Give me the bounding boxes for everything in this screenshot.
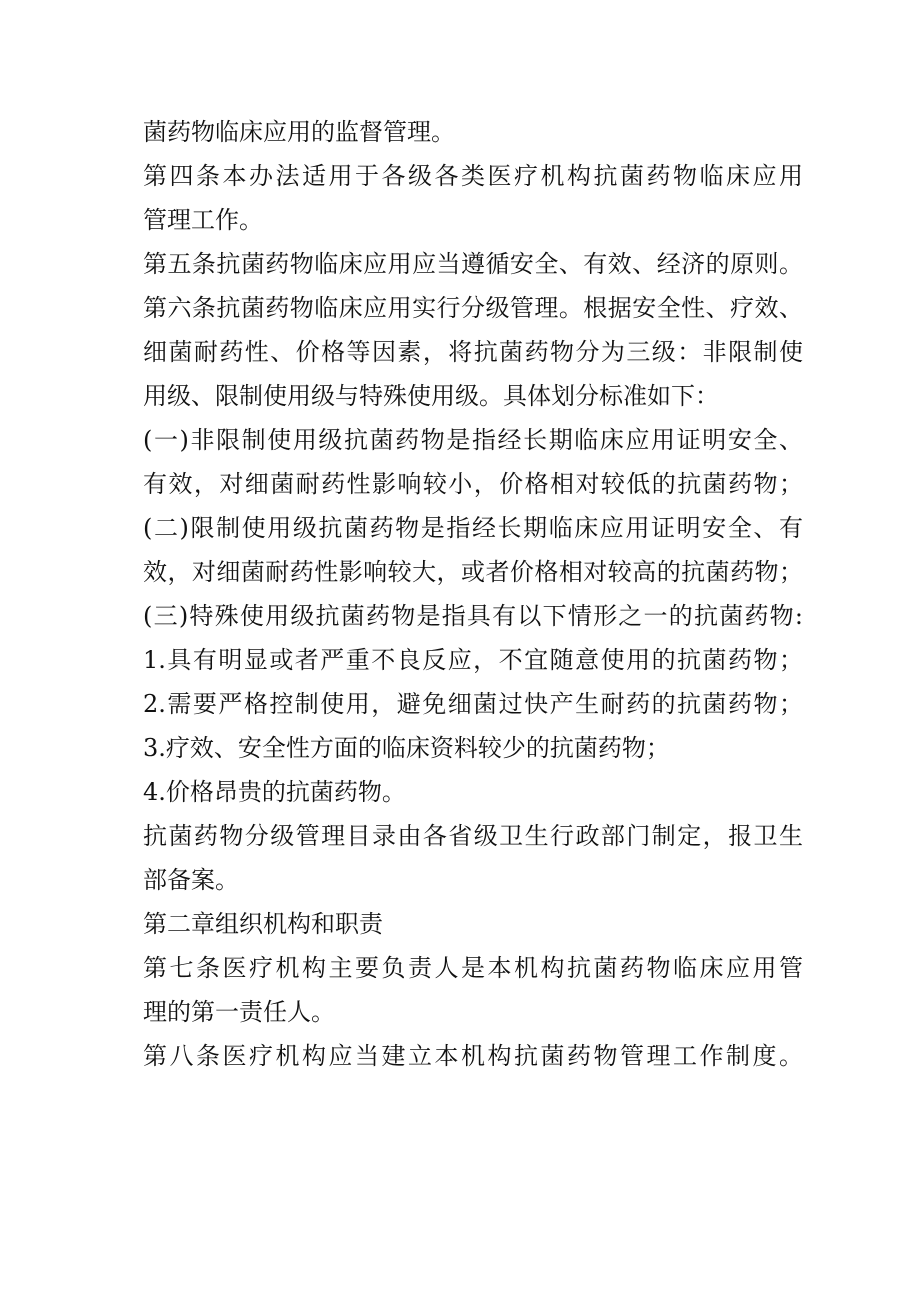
text-line: 4.价格昂贵的抗菌药物。: [143, 778, 406, 806]
text-line: 1.具有明显或者严重不良反应，不宜随意使用的抗菌药物；: [143, 646, 803, 674]
text-line: 抗菌药物分级管理目录由各省级卫生行政部门制定，报卫生: [143, 822, 803, 850]
text-line: 理的第一责任人。: [143, 998, 335, 1026]
text-line: 2.需要严格控制使用，避免细菌过快产生耐药的抗菌药物；: [143, 690, 803, 718]
text-line: 第七条医疗机构主要负责人是本机构抗菌药物临床应用管: [143, 954, 803, 982]
text-line: 效，对细菌耐药性影响较大，或者价格相对较高的抗菌药物；: [143, 558, 803, 586]
text-line: 部备案。: [143, 866, 239, 894]
text-line: (三)特殊使用级抗菌药物是指具有以下情形之一的抗菌药物:: [143, 602, 803, 630]
text-line: 第六条抗菌药物临床应用实行分级管理。根据安全性、疗效、: [143, 294, 803, 322]
text-line: 菌药物临床应用的监督管理。: [143, 118, 455, 146]
document-body: [143, 110, 803, 1078]
text-line: (一)非限制使用级抗菌药物是指经长期临床应用证明安全、: [143, 426, 803, 454]
text-line: 管理工作。: [143, 206, 263, 234]
text-line: 第四条本办法适用于各级各类医疗机构抗菌药物临床应用: [143, 162, 803, 190]
text-line: 第八条医疗机构应当建立本机构抗菌药物管理工作制度。: [143, 1042, 803, 1070]
text-line: 细菌耐药性、价格等因素，将抗菌药物分为三级：非限制使: [143, 338, 803, 366]
text-line: 用级、限制使用级与特殊使用级。具体划分标准如下：: [143, 382, 719, 410]
text-line: (二)限制使用级抗菌药物是指经长期临床应用证明安全、有: [143, 514, 803, 542]
text-line: 有效，对细菌耐药性影响较小，价格相对较低的抗菌药物；: [143, 470, 803, 498]
text-line: 第五条抗菌药物临床应用应当遵循安全、有效、经济的原则。: [143, 250, 803, 278]
text-line: 3.疗效、安全性方面的临床资料较少的抗菌药物；: [143, 734, 670, 762]
text-line: 第二章组织机构和职责: [143, 910, 383, 938]
